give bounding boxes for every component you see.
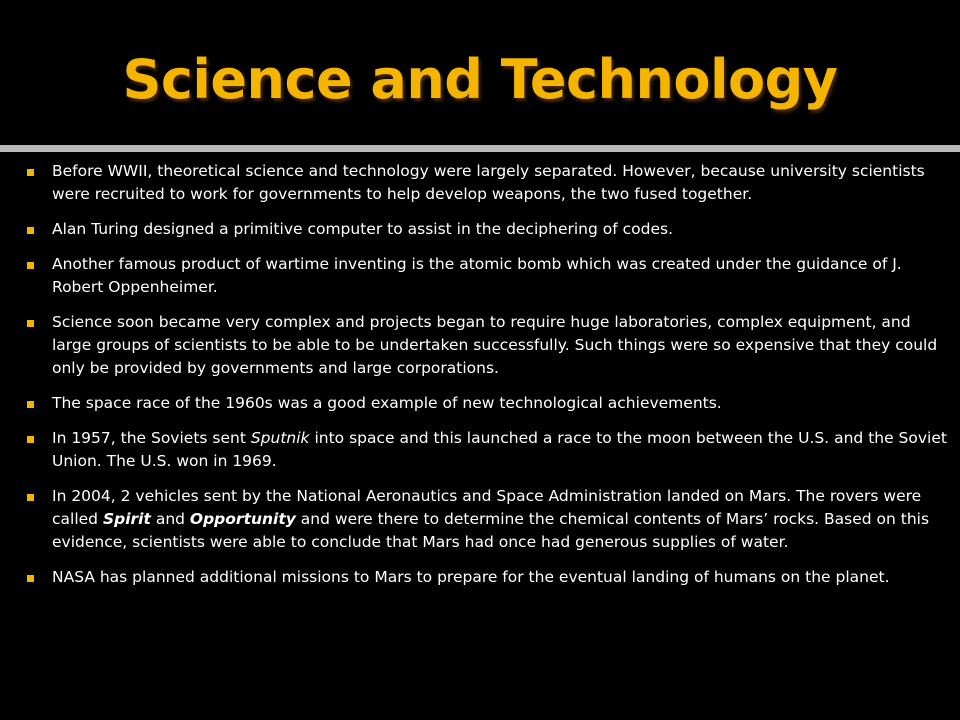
list-item xyxy=(22,160,950,206)
square-bullet-icon xyxy=(27,494,34,501)
square-bullet-icon xyxy=(27,227,34,234)
bullet-text-part: In 1957, the Soviets sent xyxy=(52,429,251,447)
list-item xyxy=(22,566,950,589)
bullet-text: NASA has planned additional missions to Mars to prepare for the eventual landing of humans on the planet. xyxy=(52,568,890,586)
opportunity-rover-name: Opportunity xyxy=(189,510,296,528)
square-bullet-icon xyxy=(27,401,34,408)
list-item xyxy=(22,427,950,473)
bullet-text-part: and were there to determine the chemical contents of Mars’ rocks. Based on this evidence, scientists were able to conclude that Mars had once had generous supplies of water. xyxy=(52,510,930,551)
bullet-text: Before WWII, theoretical science and technology were largely separated. However, because university scientists were recruited to work for governments to help develop weapons, the two fused together. xyxy=(52,162,925,203)
bullet-list xyxy=(22,160,950,601)
bullet-text-part: and xyxy=(150,510,190,528)
title-divider xyxy=(0,145,960,152)
list-item xyxy=(22,218,950,241)
square-bullet-icon xyxy=(27,262,34,269)
square-bullet-icon xyxy=(27,575,34,582)
spirit-rover-name: Spirit xyxy=(102,510,151,528)
slide-title: Science and Technology xyxy=(122,48,838,111)
sputnik-name: Sputnik xyxy=(250,429,310,447)
bullet-text-part: In 2004, 2 vehicles sent by the National Aeronautics and Space Administration landed on Mars. The rovers were called xyxy=(52,487,922,528)
square-bullet-icon xyxy=(27,320,34,327)
list-item xyxy=(22,485,950,554)
square-bullet-icon xyxy=(27,169,34,176)
bullet-text: The space race of the 1960s was a good example of new technological achievements. xyxy=(52,394,722,412)
list-item xyxy=(22,311,950,380)
list-item xyxy=(22,253,950,299)
square-bullet-icon xyxy=(27,436,34,443)
bullet-text: Alan Turing designed a primitive computer to assist in the deciphering of codes. xyxy=(52,220,673,238)
bullet-text: Another famous product of wartime inventing is the atomic bomb which was created under the guidance of J. Robert Oppenheimer. xyxy=(52,255,902,296)
list-item xyxy=(22,392,950,415)
bullet-text: Science soon became very complex and projects began to require huge laboratories, complex equipment, and large groups of scientists to be able to be undertaken successfully. Such things were so expensive that they could only be provided by governments and large corporations. xyxy=(52,313,938,377)
bullet-text-part: into space and this launched a race to the moon between the U.S. and the Soviet Union. The U.S. won in 1969. xyxy=(52,429,947,470)
